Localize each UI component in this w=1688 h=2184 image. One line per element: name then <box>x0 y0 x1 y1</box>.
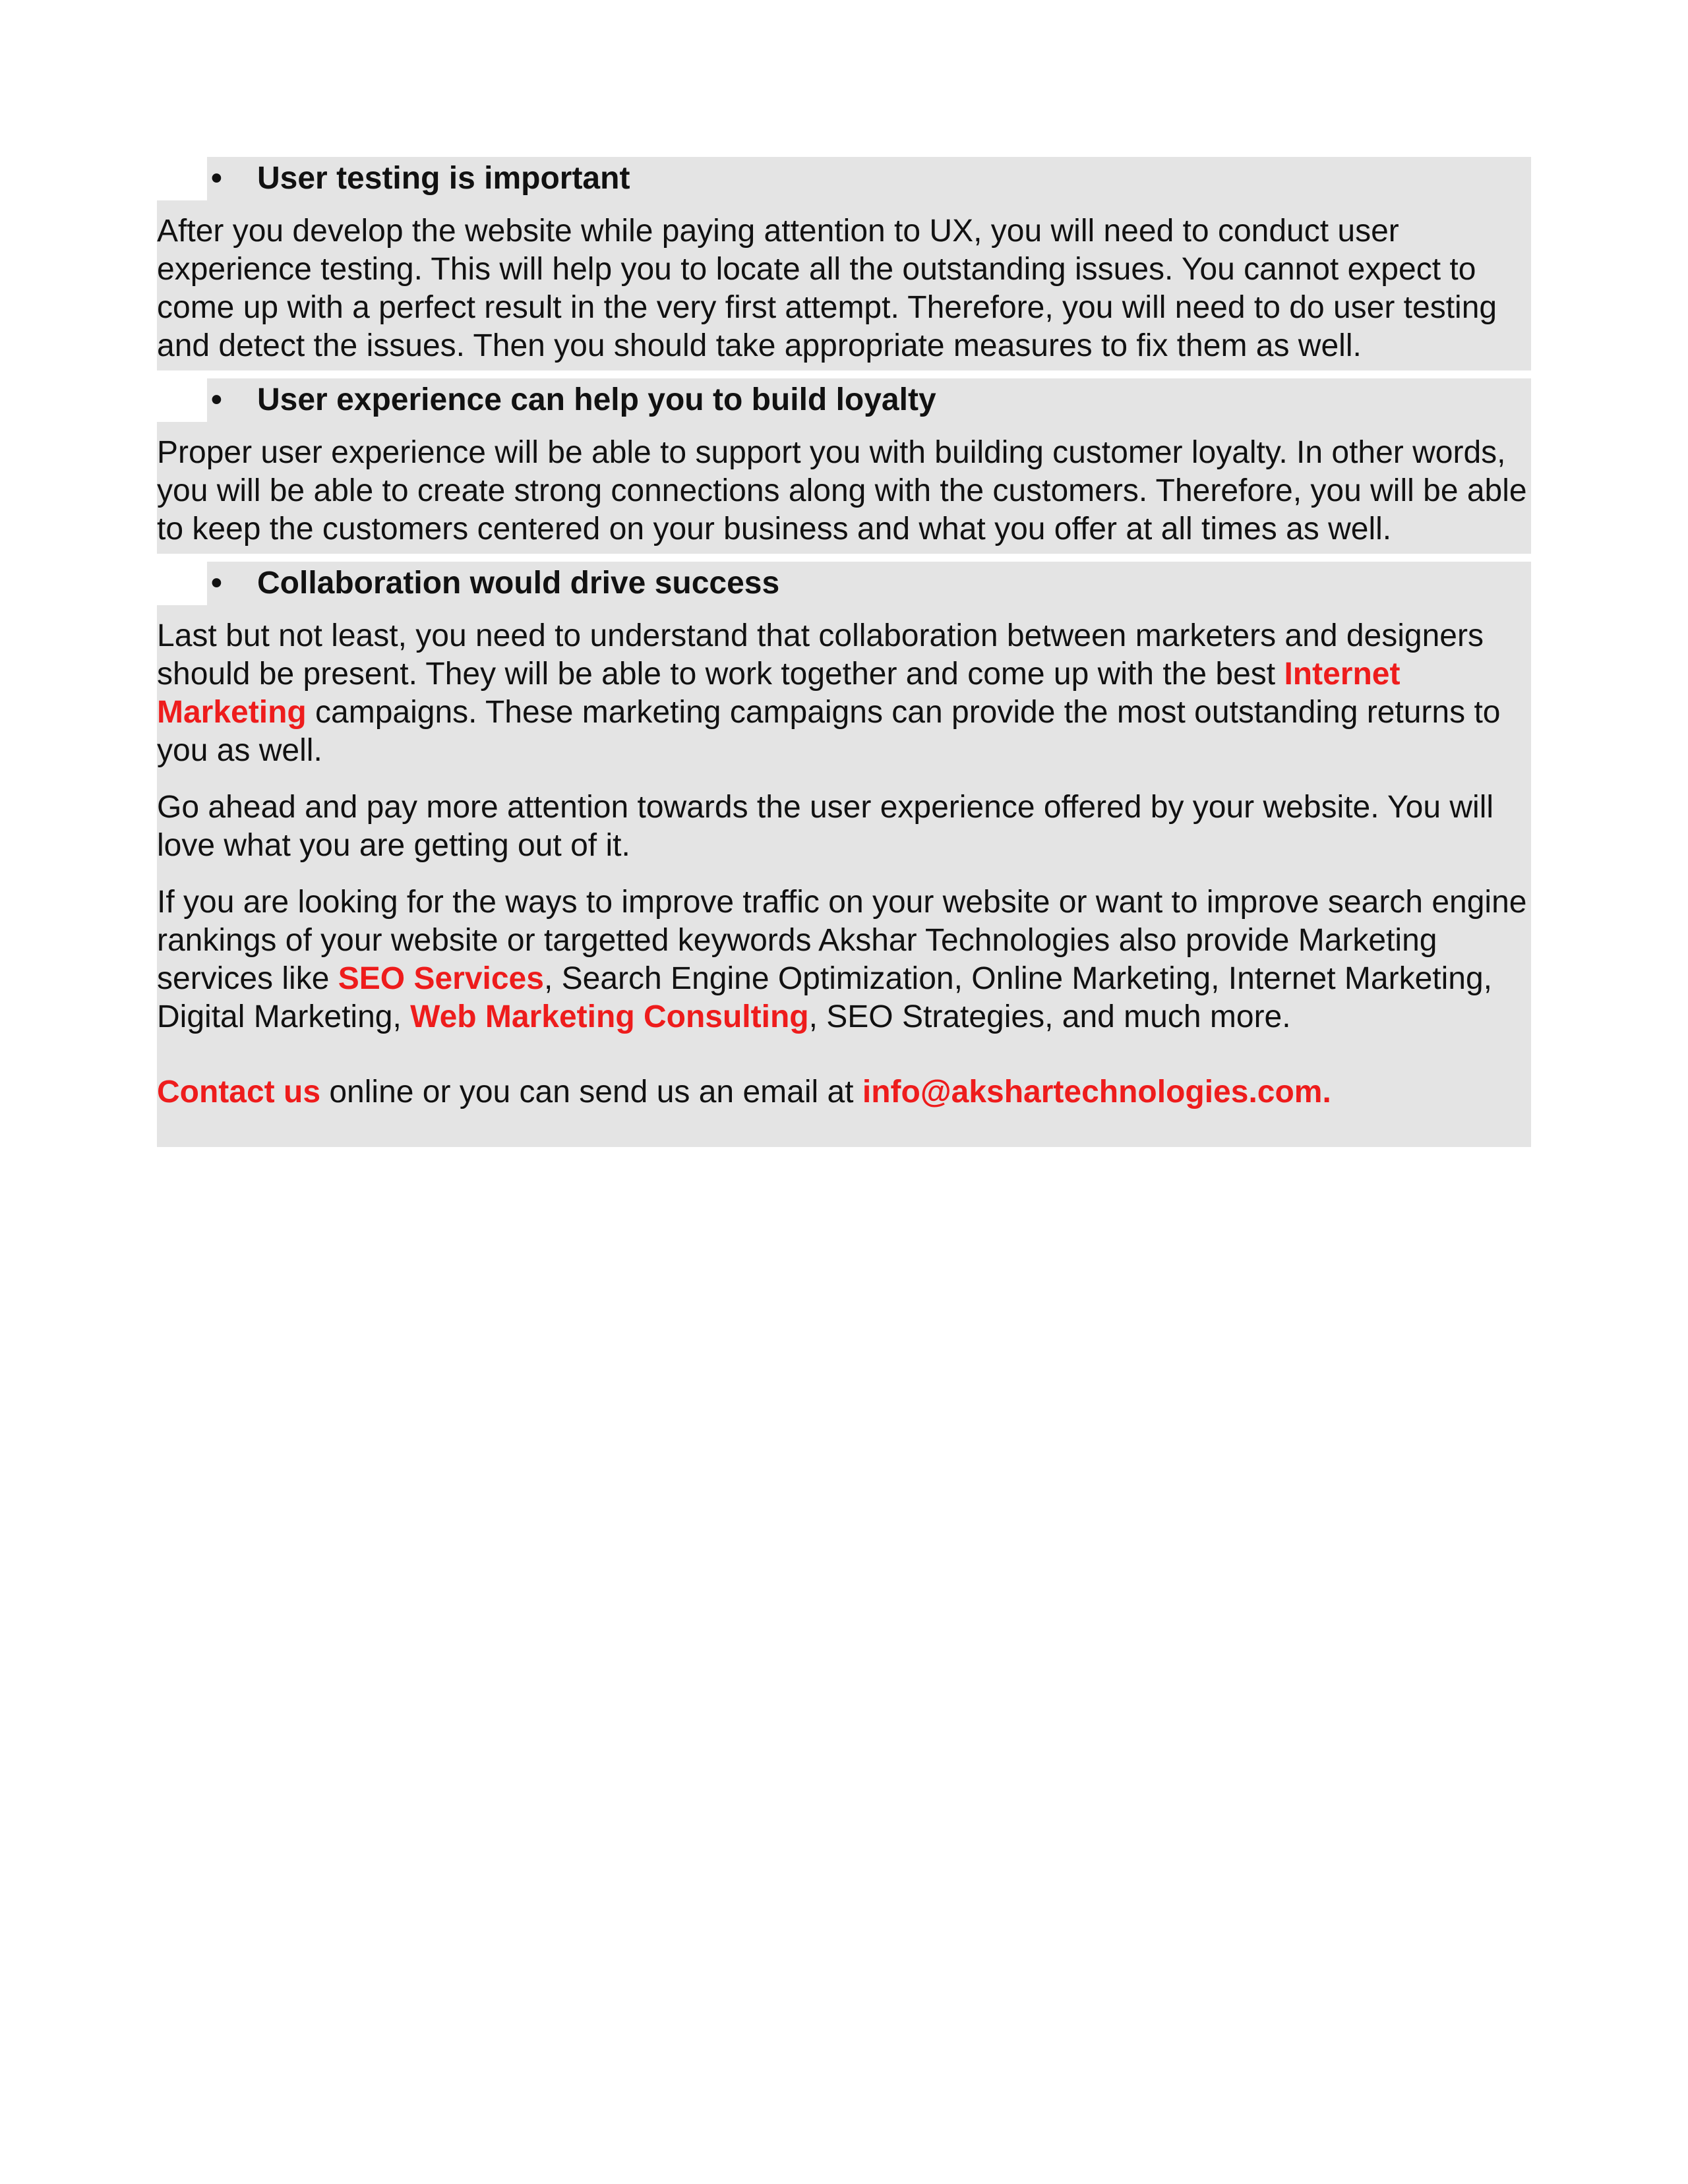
closing-paragraph: Go ahead and pay more attention towards the user experience offered by your website. You will love what you are getting out of it. <box>157 790 1494 863</box>
section-body <box>157 605 1531 775</box>
body-text: online or you can send us an email at <box>320 1075 862 1109</box>
document-content <box>157 157 1531 1147</box>
body-text: Last but not least, you need to understand that collaboration between marketers and designers should be present. They will be able to work together and come up with the best <box>157 618 1484 692</box>
section-body: After you develop the website while paying attention to UX, you will need to conduct user experience testing. This will help you to locate all the outstanding issues. You cannot expect to come up with a perfect result in the very first attempt. Therefore, you will need to do user testing and detect the issues. Then you should take appropriate measures to fix them as well. <box>157 200 1531 370</box>
internet-marketing-link[interactable]: Internet Marketing <box>157 657 1401 730</box>
closing-block <box>157 775 1531 1147</box>
web-marketing-consulting-link[interactable]: Web Marketing Consulting <box>410 999 809 1034</box>
contact-paragraph <box>157 1042 1531 1147</box>
section-heading: Collaboration would drive success <box>257 566 780 601</box>
body-text: campaigns. These marketing campaigns can provide the most outstanding returns to you as well. <box>157 695 1501 768</box>
bullet-heading-collaboration <box>207 562 1531 605</box>
body-text: , SEO Strategies, and much more. <box>808 999 1291 1034</box>
services-paragraph <box>157 870 1531 1042</box>
contact-us-link[interactable]: Contact us <box>157 1075 321 1109</box>
section-body: Proper user experience will be able to support you with building customer loyalty. In other words, you will be able to create strong connections along with the customers. Therefore, you will be able to keep the customers centered on your business and what you offer at all times as well. <box>157 422 1531 554</box>
body-text: , Search Engine Optimization, Online Marketing, Internet Marketing, Digital Marketing, <box>157 961 1492 1034</box>
section-heading: User testing is important <box>257 161 630 196</box>
bullet-heading-user-testing <box>207 157 1531 200</box>
body-text: If you are looking for the ways to improve traffic on your website or want to improve search engine rankings of your website or targetted keywords Akshar Technologies also provide Marketing services like <box>157 885 1527 996</box>
seo-services-link[interactable]: SEO Services <box>338 961 544 996</box>
bullet-heading-loyalty <box>207 378 1531 422</box>
email-link[interactable]: info@akshartechnologies.com. <box>862 1075 1331 1109</box>
bullet-icon: • <box>211 566 222 601</box>
section-heading: User experience can help you to build loyalty <box>257 382 936 417</box>
bullet-icon: • <box>211 382 222 417</box>
bullet-icon: • <box>211 161 222 196</box>
